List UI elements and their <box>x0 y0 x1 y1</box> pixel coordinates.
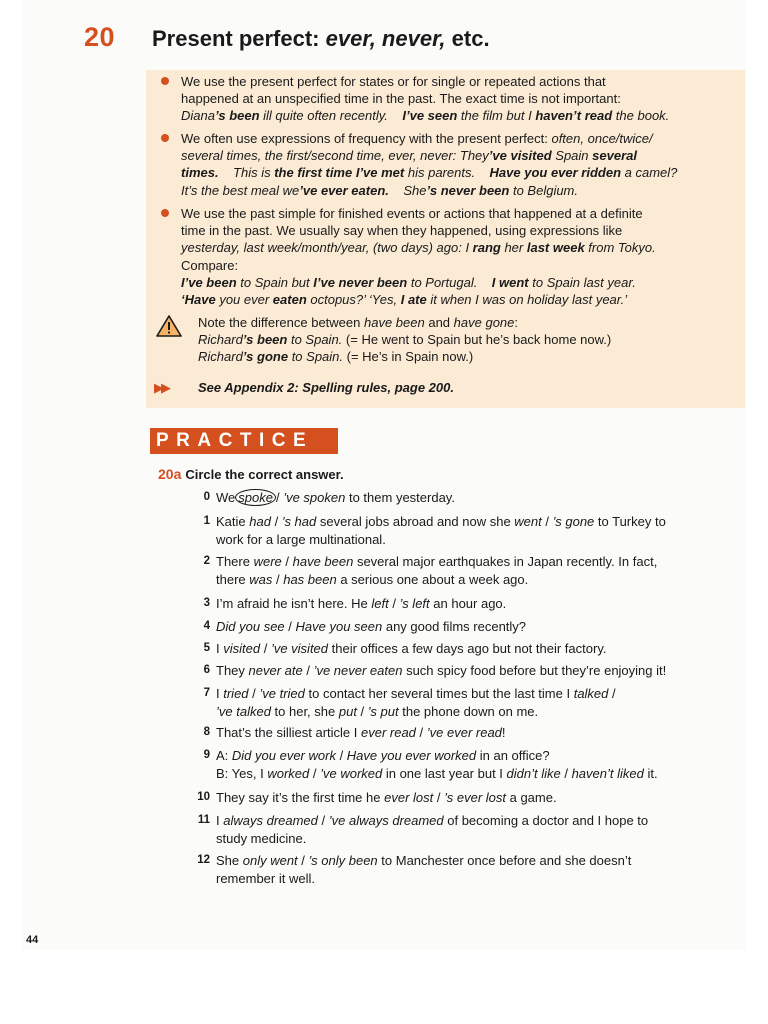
option[interactable]: ’ve talked <box>216 703 271 719</box>
exercise-item-0: 0 We spoke / ’ve spoken to them yesterday. <box>203 490 455 505</box>
exercise-item-12: 12 She only went / ’s only been to Manchester once before and she doesn’t remember it well. <box>197 853 632 886</box>
option[interactable]: went <box>514 514 542 529</box>
option[interactable]: always dreamed <box>223 813 318 828</box>
option[interactable]: worked <box>267 765 310 781</box>
option[interactable]: have been <box>292 554 354 569</box>
bullet-icon <box>161 209 169 217</box>
exercise-item-11: 11 I always dreamed / ’ve always dreamed of becoming a doctor and I hope to study medicine. <box>197 813 649 846</box>
option[interactable]: ’ve tried <box>259 686 305 701</box>
option[interactable]: ’s ever lost <box>444 790 506 805</box>
exercise-item-10: 10 They say it’s the first time he ever lost / ’s ever lost a game. <box>197 790 557 805</box>
page-number: 44 <box>26 934 39 946</box>
rule-3: We use the past simple for finished events or actions that happened at a definite time in the past. We usually say when they happened, using expressions like yesterday, last week/month/year, (two days) ago: I rang her last week from Tokyo. Compare: I’ve been to Spain but I’ve never been to Portugal. I went to Spain last year. ‘Have you ever eaten octopus?’ ‘Yes, I ate it when I was on holiday last year.’ <box>181 205 735 308</box>
exercise-item-7: 7 I tried / ’ve tried to contact her several times but the last time I talked / ’ve talked to her, she put / ’s put the phone down on me. <box>203 686 616 719</box>
option[interactable]: didn’t like <box>506 765 561 781</box>
option[interactable]: ’s gone <box>552 514 595 529</box>
option[interactable]: never ate <box>248 663 303 678</box>
practice-badge: PRACTICE <box>150 428 338 454</box>
exercise-item-6: 6 They never ate / ’ve never eaten such spicy food before but they’re enjoying it! <box>203 663 667 678</box>
bullet-icon <box>161 134 169 142</box>
option[interactable]: had <box>249 514 271 529</box>
option[interactable]: put <box>338 703 357 719</box>
option[interactable]: ’ve never eaten <box>313 663 403 678</box>
unit-title: Present perfect: ever, never, etc. <box>152 26 490 51</box>
option[interactable]: Have you seen <box>295 619 383 634</box>
option[interactable]: has been <box>283 571 337 587</box>
exercise-item-8: 8 That’s the silliest article I ever read / ’ve ever read! <box>203 725 506 740</box>
option[interactable]: were <box>253 554 282 569</box>
answer-circle: spoke <box>235 489 276 506</box>
unit-number: 20 <box>84 22 116 52</box>
rule-1: We use the present perfect for states or for single or repeated actions that happened at an unspecified time in the past. The exact time is not important: Diana’s been ill quite often recently. I’ve seen the film but I haven’t read the book. <box>181 73 735 125</box>
exercise-item-4: 4 Did you see / Have you seen any good films recently? <box>203 619 527 634</box>
exercise-item-2: 2 There were / have been several major earthquakes in Japan recently. In fact, there was / has been a serious one about a week ago. <box>203 554 658 587</box>
option[interactable]: ’s put <box>367 703 399 719</box>
exercise-heading <box>158 466 344 482</box>
exercise-item-9: 9 A: Did you ever work / Have you ever worked in an office? B: Yes, I worked / ’ve worked in one last year but I didn’t like / haven’t liked it. <box>203 748 658 781</box>
warning-icon <box>156 314 182 338</box>
option[interactable]: Have you ever worked <box>346 748 477 763</box>
option[interactable]: ’ve visited <box>270 641 329 656</box>
appendix-link[interactable]: See Appendix 2: Spelling rules, page 200. <box>198 380 454 395</box>
option[interactable]: ’ve always dreamed <box>328 813 444 828</box>
note-have-been-gone: Note the difference between have been and have gone: Richard’s been to Spain. (= He went to Spain but he’s back home now.) Richard’s gone to Spain. (= He’s in Spain now.) <box>198 315 612 365</box>
option[interactable]: ever read <box>360 725 416 740</box>
exercise-item-5: 5 I visited / ’ve visited their offices a few days ago but not their factory. <box>203 641 607 656</box>
option[interactable]: left <box>371 596 389 611</box>
option[interactable]: Did you ever work <box>231 748 336 763</box>
rule-2: We often use expressions of frequency with the present perfect: often, once/twice/ several times, the first/second time, ever, never: They’ve visited Spain several times. This is the first time I’ve met his parents. Have you ever ridden a camel? It’s the best meal we’ve ever eaten. She’s never been to Belgium. <box>181 130 735 199</box>
double-arrow-icon: ▶▶ <box>154 380 168 395</box>
exercise-item-1: 1 Katie had / ’s had several jobs abroad and now she went / ’s gone to Turkey to work for a large multinational. <box>203 514 666 547</box>
option[interactable]: tried <box>223 686 249 701</box>
option[interactable]: haven’t liked <box>571 765 644 781</box>
option[interactable]: ever lost <box>384 790 434 805</box>
bullet-icon <box>161 77 169 85</box>
option[interactable]: ’s left <box>399 596 430 611</box>
option[interactable]: ’ve worked <box>320 765 383 781</box>
option[interactable]: ’s had <box>281 514 317 529</box>
option[interactable]: was <box>249 571 273 587</box>
rules-box <box>146 70 745 408</box>
exercise-id: 20a <box>158 466 182 482</box>
option[interactable]: ’ve ever read <box>426 725 502 740</box>
option[interactable]: talked <box>573 686 609 701</box>
option[interactable]: Did you see <box>216 619 285 634</box>
exercise-instruction: Circle the correct answer. <box>185 467 344 482</box>
option[interactable]: ’s only been <box>308 853 378 868</box>
exercise-item-3: 3 I’m afraid he isn’t here. He left / ’s left an hour ago. <box>203 596 507 611</box>
option[interactable]: only went <box>242 853 298 868</box>
option[interactable]: visited <box>223 641 261 656</box>
